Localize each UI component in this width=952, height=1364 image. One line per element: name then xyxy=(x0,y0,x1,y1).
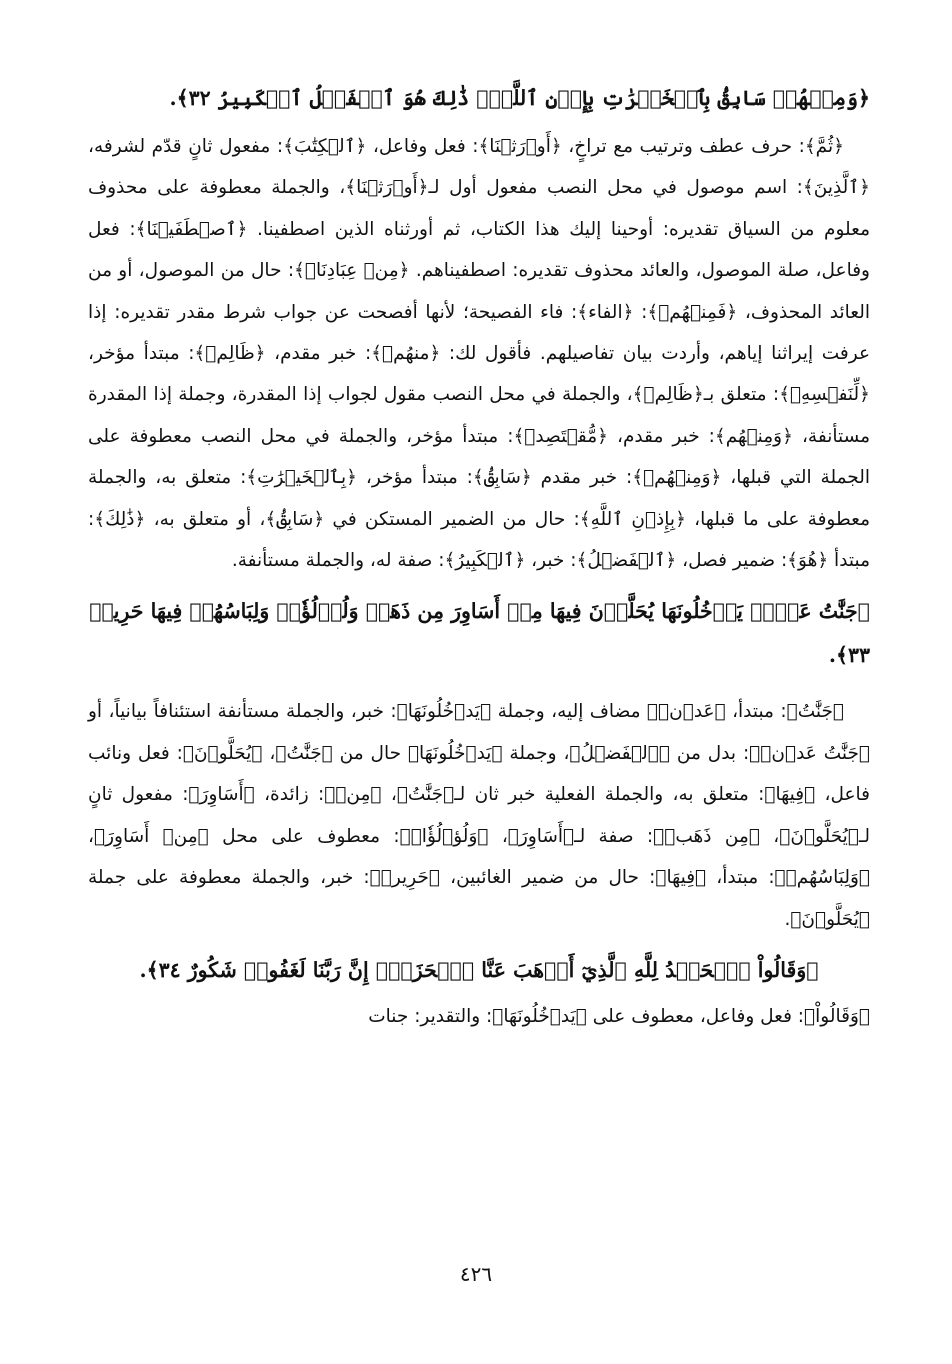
commentary-paragraph-2: ﴿جَنَّٰتُ﴾: مبتدأ، ﴿عَدۡنٖ﴾ مضاف إليه، وجملة ﴿يَدۡخُلُونَهَا﴾: خبر، والجملة مستأنفة استئنافاً بيانياً، أو ﴿جَنَّٰتُ عَدۡنٖ﴾: بدل من ﴿ٱلۡفَضۡلُ﴾، وجملة ﴿يَدۡخُلُونَهَا﴾ حال من ﴿جَنَّٰتُ﴾، ﴿يُحَلَّوۡنَ﴾: فعل ونائب فاعل، ﴿فِيهَا﴾: متعلق به، والجملة الفعلية خبر ثان لـ﴿جَنَّٰتُ﴾، ﴿مِنۡ﴾: زائدة، ﴿أَسَاوِرَ﴾: مفعول ثانٍ لـ﴿يُحَلَّوۡنَ﴾، ﴿مِن ذَهَبٖ﴾: صفة لـ﴿أَسَاوِرَ﴾، ﴿وَلُؤۡلُؤٗاۖ﴾: معطوف على محل ﴿مِنۡ أَسَاوِرَ﴾، ﴿وَلِبَاسُهُمۡ﴾: مبتدأ، ﴿فِيهَا﴾: حال من ضمير الغائبين، ﴿حَرِيرٞ﴾: خبر، والجملة معطوفة على جملة ﴿يُحَلَّوۡنَ﴾. xyxy=(88,701,870,930)
verse-34: ﴿وَقَالُواْ ٱلۡحَمۡدُ لِلَّهِ ٱلَّذِيٓ أَذۡهَبَ عَنَّا ٱلۡحَزَنَۖ إِنَّ رَبَّنَا لَغَفُورٞ شَكُورٌ ٣٤﴾. xyxy=(139,957,819,982)
commentary-paragraph-3: ﴿وَقَالُواْ﴾: فعل وفاعل، معطوف على ﴿يَدۡخُلُونَهَا﴾: والتقدير: جنات xyxy=(368,1005,870,1027)
commentary-paragraph-1: ﴿ثُمَّ﴾: حرف عطف وترتيب مع تراخٍ، ﴿أَوۡرَثۡنَا﴾: فعل وفاعل، ﴿ٱلۡكِتَٰبَ﴾: مفعول ثانٍ قدّم لشرفه، ﴿ٱلَّذِينَ﴾: اسم موصول في محل النصب مفعول أول لـ﴿أَوۡرَثۡنَا﴾، والجملة معطوفة على محذوف معلوم من السياق تقديره: أوحينا إليك هذا الكتاب، ثم أورثناه الذين اصطفينا. ﴿ٱصۡطَفَيۡنَا﴾: فعل وفاعل، صلة الموصول، والعائد محذوف تقديره: اصطفيناهم. ﴿مِنۡ عِبَادِنَاۖ﴾: حال من الموصول، أو من العائد المحذوف، ﴿فَمِنۡهُمۡ﴾: ﴿الفاء﴾: فاء الفصيحة؛ لأنها أفصحت عن جواب شرط مقدر تقديره: إذا عرفت إيراثنا إياهم، وأردت بيان تفاصيلهم. فأقول لك: ﴿منهُمۡ﴾: خبر مقدم، ﴿ظَالِمٞ﴾: مبتدأ مؤخر، ﴿لِّنَفۡسِهِۦ﴾: متعلق بـ﴿ظَالِمٞ﴾، والجملة في محل النصب مقول لجواب إذا المقدرة، وجملة إذا المقدرة مستأنفة، ﴿وَمِنۡهُم﴾: خبر مقدم، ﴿مُّقۡتَصِدٞ﴾: مبتدأ مؤخر، والجملة في محل النصب معطوفة على الجملة التي قبلها، ﴿وَمِنۡهُمۡ﴾: خبر مقدم ﴿سَابِقُۢ﴾: مبتدأ مؤخر، ﴿بِٱلۡخَيۡرَٰتِ﴾: متعلق به، والجملة معطوفة على ما قبلها، ﴿بِإِذۡنِ ٱللَّهِ﴾: حال من الضمير المستكن في ﴿سَابِقُۢ﴾، أو متعلق به، ﴿ذَٰلِكَ﴾: مبتدأ ﴿هُوَ﴾: ضمير فصل، ﴿ٱلۡفَضۡلُ﴾: خبر، ﴿ٱلۡكَبِيرُ﴾: صفة له، والجملة مستأنفة. xyxy=(88,136,870,572)
verse-32-tail: ﴿وَمِنۡهُمۡ سَابِقُۢ بِٱلۡخَيۡرَٰتِ بِإِذۡنِ ٱللَّهِۚ ذَٰلِكَ هُوَ ٱلۡفَضۡلُ ٱلۡكَبِيرُ ٣٢﴾. xyxy=(169,86,870,110)
verse-33: ﴿جَنَّٰتُ عَدۡنٖ يَدۡخُلُونَهَا يُحَلَّوۡنَ فِيهَا مِنۡ أَسَاوِرَ مِن ذَهَبٖ وَلُؤۡلُؤٗاۖ وَلِبَاسُهُمۡ فِيهَا حَرِيرٞ ٣٣﴾. xyxy=(89,599,870,668)
page-number: ٤٢٦ xyxy=(459,1262,493,1286)
page-body xyxy=(88,76,870,1037)
